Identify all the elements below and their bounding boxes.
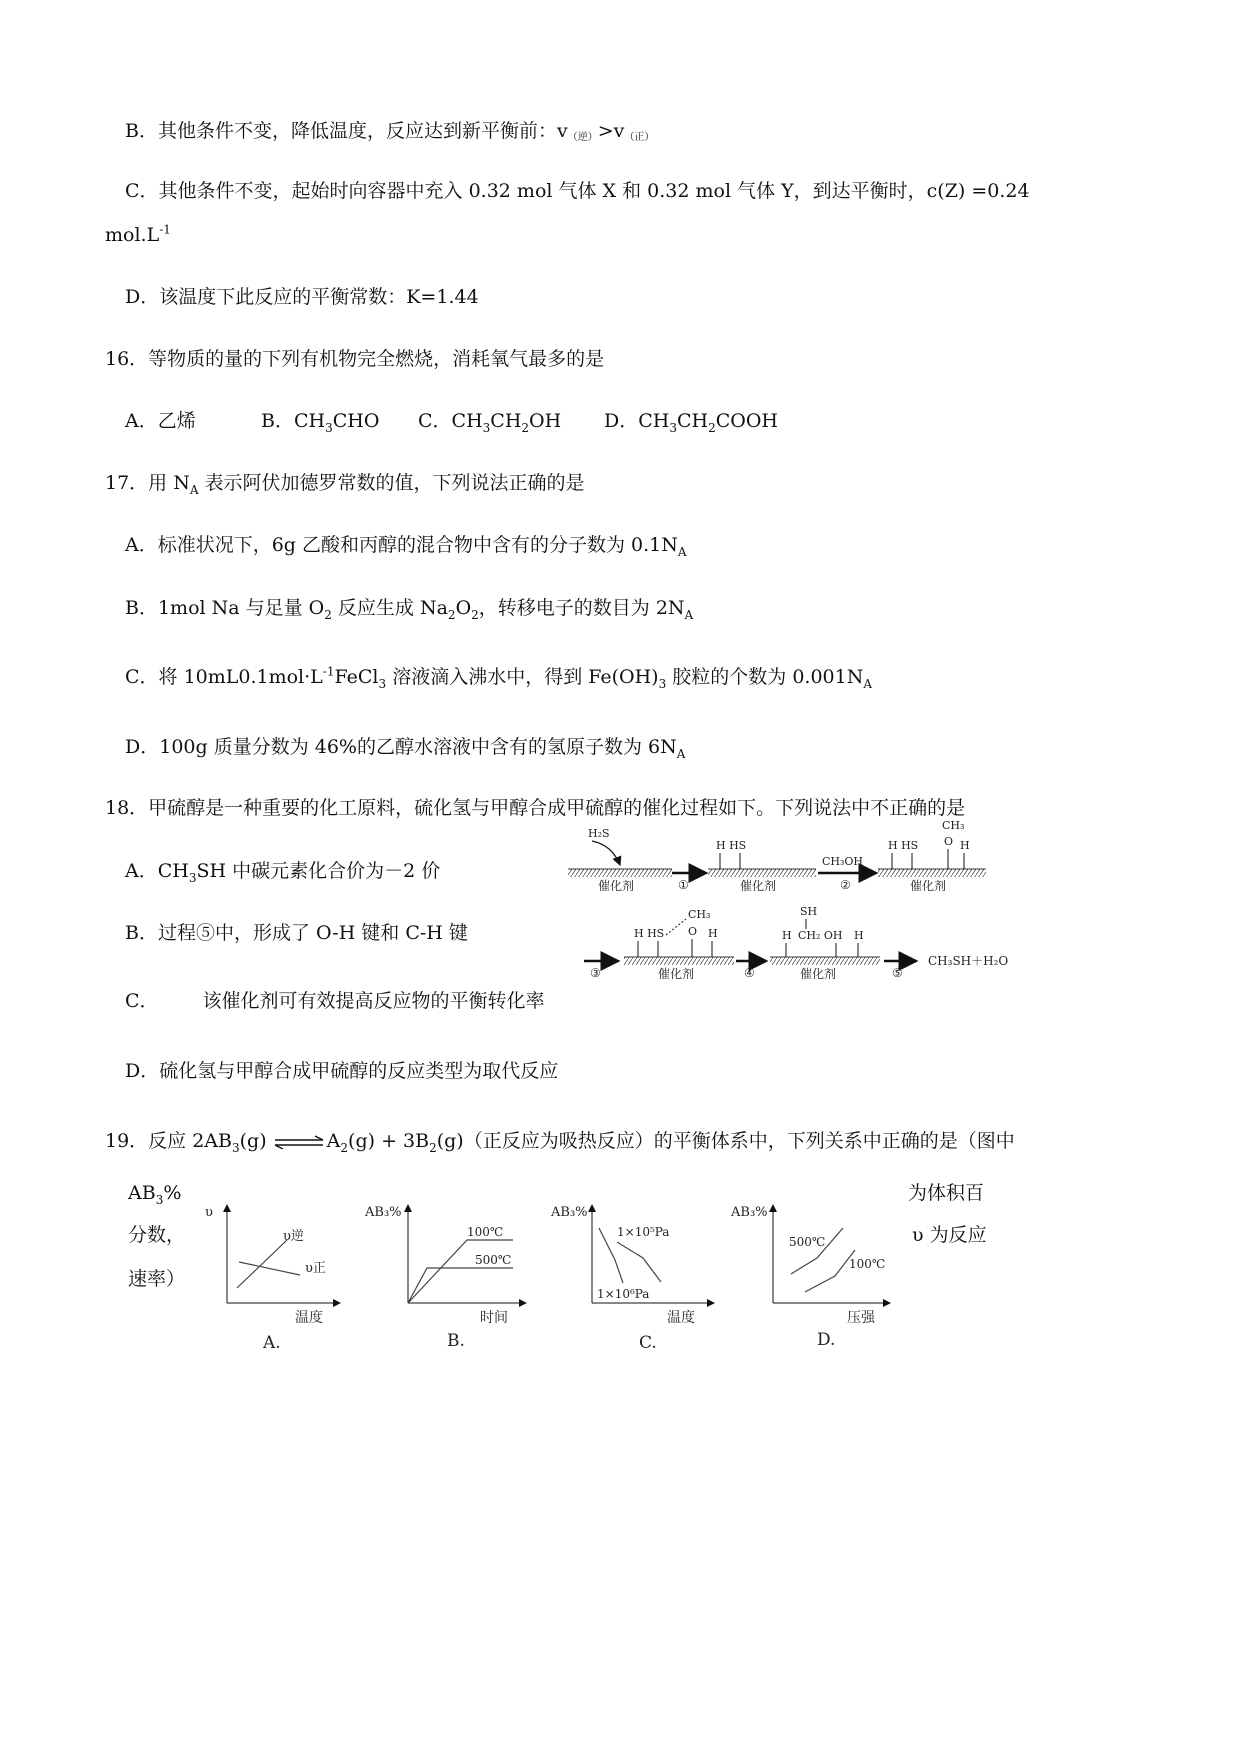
option-text: mol.L bbox=[105, 224, 160, 246]
o-label: O bbox=[944, 835, 954, 848]
graph-c bbox=[550, 1205, 711, 1353]
catalyst-surface-5 bbox=[770, 957, 880, 965]
q16-option-a: A．乙烯 bbox=[125, 410, 196, 432]
superscript: -1 bbox=[159, 222, 171, 237]
catalyst-label: 催化剂 bbox=[910, 879, 947, 893]
option-label: D． bbox=[125, 286, 160, 308]
x-label: 温度 bbox=[295, 1310, 323, 1326]
subscript: （逆） bbox=[567, 132, 598, 143]
catalysis-diagram bbox=[560, 815, 1020, 985]
graph-caption: B. bbox=[447, 1331, 465, 1351]
ch3-label: CH₃ bbox=[688, 908, 711, 921]
q16-option-b: B．$CH_3CHO$ bbox=[261, 410, 380, 435]
y-label: AB₃% bbox=[551, 1205, 588, 1220]
q18-option-b: B．过程⑤中，形成了 O-H 键和 C-H 键 bbox=[125, 922, 468, 944]
series-label: υ逆 bbox=[283, 1229, 304, 1244]
q18-option-d: D．硫化氢与甲醇合成甲硫醇的反应类型为取代反应 bbox=[125, 1060, 559, 1082]
q16-stem: 16．等物质的量的下列有机物完全燃烧，消耗氧气最多的是 bbox=[105, 348, 605, 370]
series-label: 500℃ bbox=[475, 1253, 512, 1267]
q19-left-line1: $AB_3\%$ bbox=[128, 1182, 182, 1207]
catalyst-surface-2 bbox=[708, 869, 816, 877]
catalyst-surface-3 bbox=[878, 869, 986, 877]
q15-option-b bbox=[125, 118, 654, 151]
q17-option-a: A．标准状况下，6g 乙酸和丙醇的混合物中含有的分子数为 $0.1N_A$ bbox=[125, 534, 687, 559]
catalyst-label: 催化剂 bbox=[740, 879, 777, 893]
x-label: 温度 bbox=[667, 1310, 695, 1326]
q18-option-c: C． 该催化剂可有效提高反应物的平衡转化率 bbox=[125, 990, 545, 1012]
catalyst-surface-1 bbox=[568, 869, 672, 877]
product-label: CH₃SH＋H₂O bbox=[928, 954, 1009, 968]
q15-option-c-line2 bbox=[105, 222, 171, 248]
q16-option-d: D．$CH_3CH_2COOH$ bbox=[604, 410, 778, 435]
q16-options bbox=[125, 408, 778, 434]
series-label: 1×10⁵Pa bbox=[617, 1225, 670, 1239]
dashed-bond bbox=[666, 919, 686, 935]
graph-d bbox=[730, 1205, 887, 1350]
step-5: ⑤ bbox=[892, 966, 903, 980]
step-4: ④ bbox=[744, 966, 755, 980]
catalyst-label: 催化剂 bbox=[598, 879, 635, 893]
graph-b bbox=[364, 1205, 523, 1351]
subscript: （正） bbox=[624, 132, 655, 143]
q16-option-c: C．$CH_3CH_2OH$ bbox=[418, 410, 562, 435]
h-label: H bbox=[708, 927, 718, 940]
sh-label: SH bbox=[800, 905, 818, 918]
h-hs-label: H HS bbox=[634, 927, 665, 940]
y-label: AB₃% bbox=[365, 1205, 402, 1220]
h-hs-label: H HS bbox=[888, 839, 919, 852]
catalyst-label: 催化剂 bbox=[658, 967, 695, 981]
h-label: H bbox=[854, 929, 864, 942]
series-label: 500℃ bbox=[789, 1235, 826, 1249]
y-label: AB₃% bbox=[731, 1205, 768, 1220]
q17-option-b: B．1mol Na 与足量 $O_2$ 反应生成 $Na_2O_2$，转移电子的数目为 $2N_A$ bbox=[125, 597, 694, 622]
h-hs-label: H HS bbox=[716, 839, 747, 852]
step-3: ③ bbox=[590, 966, 601, 980]
o-label: O bbox=[688, 925, 698, 938]
q19-right-line1: 为体积百 bbox=[908, 1182, 985, 1204]
line-1e5pa bbox=[617, 1242, 661, 1282]
h-label: H bbox=[960, 839, 970, 852]
q17-stem: 17．用 $N_A$ 表示阿伏加德罗常数的值，下列说法正确的是 bbox=[105, 472, 585, 497]
y-label: υ bbox=[205, 1205, 213, 1220]
q19-stem: 19．反应 $2AB_3(g) A_2(g) + 3B_2(g)$（正反应为吸热反应）的平衡体系中，下列关系中正确的是（图中 bbox=[105, 1130, 1015, 1155]
series-label: υ正 bbox=[305, 1261, 326, 1276]
q19-left-line3: 速率） bbox=[128, 1268, 186, 1290]
graph-caption: A. bbox=[263, 1333, 281, 1353]
graph-a bbox=[205, 1205, 337, 1353]
option-text: >v bbox=[597, 120, 625, 142]
v-forward-line bbox=[239, 1262, 300, 1275]
option-text: 该温度下此反应的平衡常数：K=1.44 bbox=[159, 286, 479, 308]
q19-right-line2: υ 为反应 bbox=[912, 1224, 987, 1246]
ch2oh-label: CH₂ OH bbox=[798, 929, 843, 942]
catalyst-surface-4 bbox=[624, 957, 734, 965]
q17-option-c: C．将 $10mL0.1mol\cdot L^{-1}FeCl_3$ 溶液滴入沸水中，得到 $Fe(OH)_3$ 胶粒的个数为 $0.001N_A$ bbox=[125, 664, 873, 691]
option-text: 其他条件不变，降低温度，反应达到新平衡前：v bbox=[157, 120, 568, 142]
q17-option-d: D．100g 质量分数为 46%的乙醇水溶液中含有的氢原子数为 $6N_A$ bbox=[125, 736, 686, 761]
option-text: 其他条件不变，起始时向容器中充入 0.32 mol 气体 X 和 0.32 mol 气体 Y，到达平衡时，c(Z) =0.24 bbox=[158, 180, 1030, 202]
x-label: 时间 bbox=[480, 1310, 508, 1326]
x-label: 压强 bbox=[847, 1310, 875, 1326]
v-reverse-line bbox=[237, 1240, 287, 1288]
graph-caption: D. bbox=[817, 1330, 836, 1350]
step-2: ② bbox=[840, 878, 851, 892]
ch3oh-label: CH₃OH bbox=[822, 855, 864, 868]
q19-left-line2: 分数， bbox=[128, 1224, 186, 1246]
q18-option-a: A．$CH_3SH$ 中碳元素化合价为－2 价 bbox=[125, 860, 441, 885]
series-label: 100℃ bbox=[849, 1257, 886, 1271]
series-label: 100℃ bbox=[467, 1225, 504, 1239]
equilibrium-arrow-icon bbox=[273, 1135, 327, 1149]
line-100c bbox=[408, 1240, 513, 1303]
step-1: ① bbox=[678, 878, 689, 892]
q15-option-c bbox=[125, 178, 1030, 204]
q15-option-d bbox=[125, 284, 479, 310]
catalyst-label: 催化剂 bbox=[800, 967, 837, 981]
h2s-label: H₂S bbox=[588, 827, 610, 840]
h-label: H bbox=[782, 929, 792, 942]
graph-caption: C. bbox=[639, 1333, 657, 1353]
q18-stem: 18．甲硫醇是一种重要的化工原料，硫化氢与甲醇合成甲硫醇的催化过程如下。下列说法中不正确的是 bbox=[105, 797, 966, 819]
option-label: B． bbox=[125, 120, 158, 142]
q19-graphs bbox=[195, 1198, 915, 1358]
option-label: C． bbox=[125, 180, 159, 202]
series-label: 1×10⁶Pa bbox=[597, 1287, 650, 1301]
line-100c bbox=[805, 1250, 855, 1292]
ch3-label: CH₃ bbox=[942, 819, 965, 832]
adsorb-arrow bbox=[592, 841, 620, 865]
